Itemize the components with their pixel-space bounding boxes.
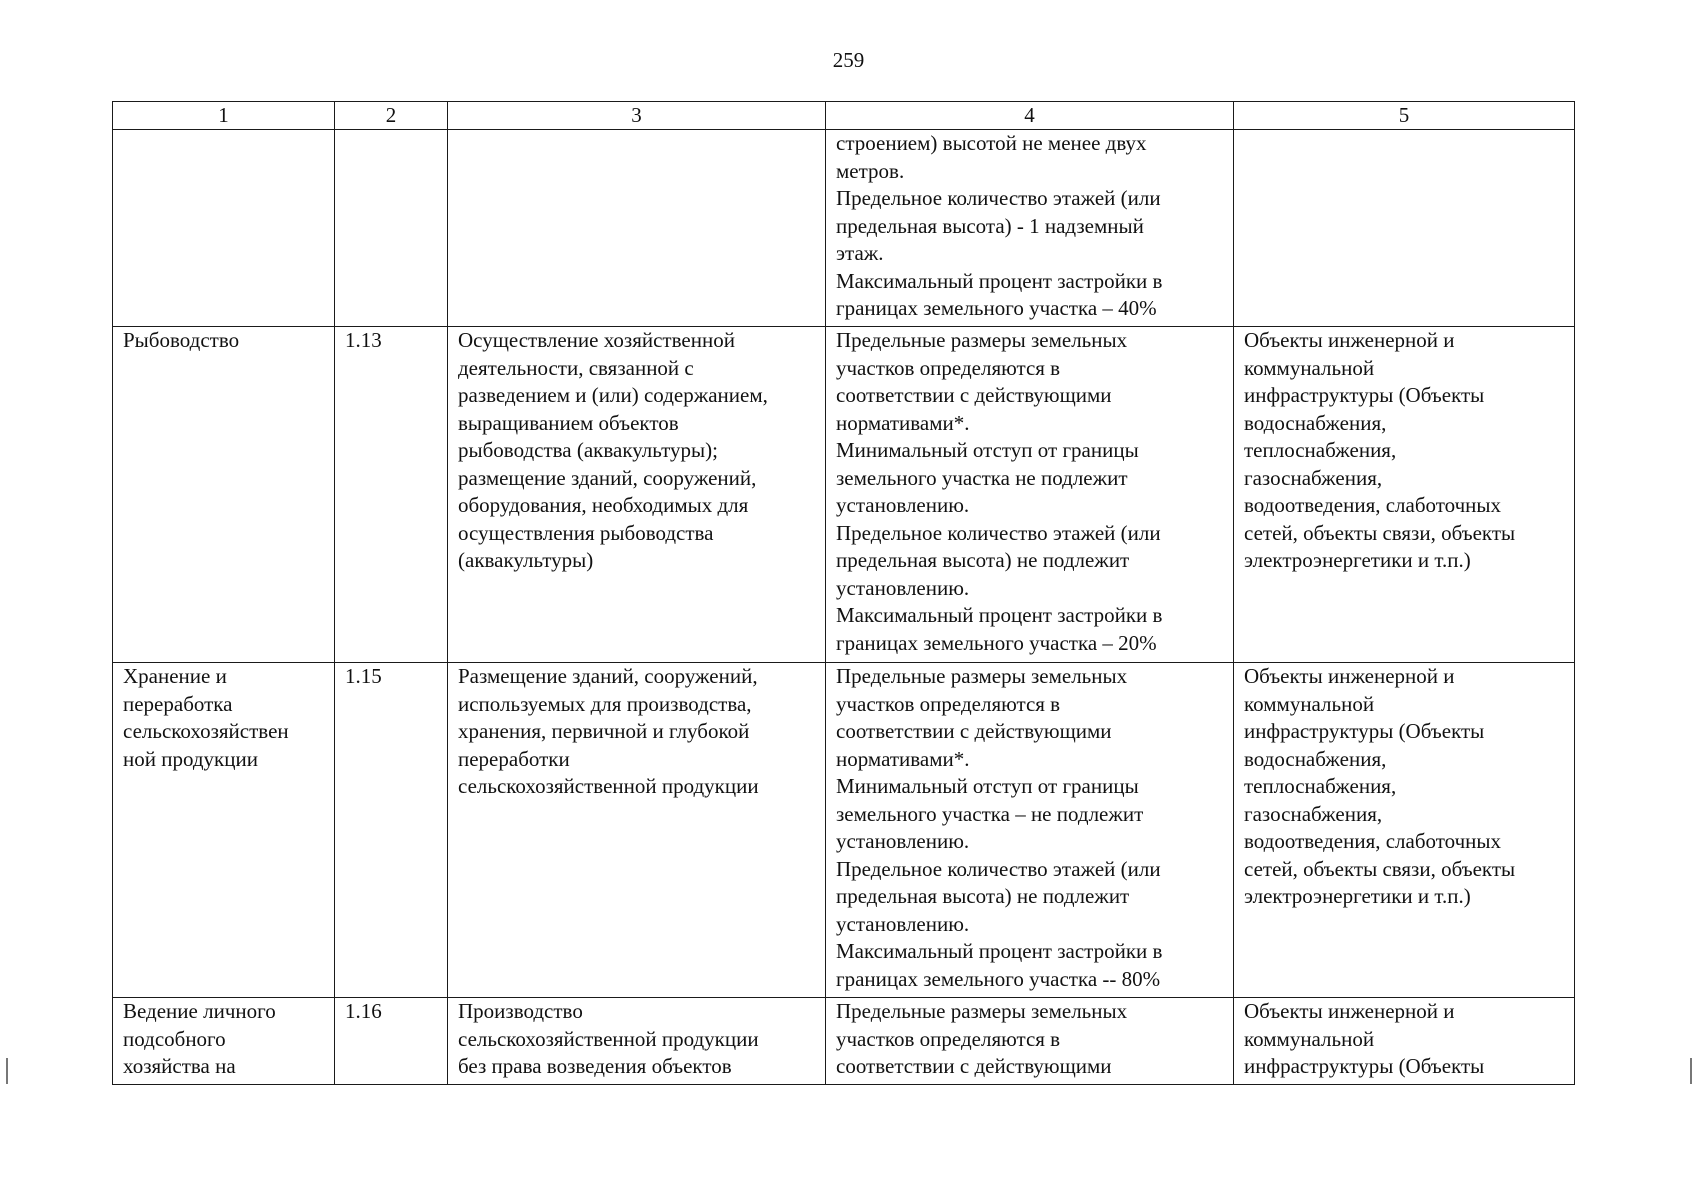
cell-text-line: рыбоводства (аквакультуры);	[458, 438, 718, 462]
cell-text-line: сельскохозяйствен	[123, 719, 289, 743]
use-name-cell	[113, 130, 335, 327]
auxiliary-cell	[1234, 998, 1575, 1085]
cell-text-line: участков определяются в	[836, 1026, 1061, 1051]
cell-text-line: водоснабжения,	[1244, 410, 1387, 435]
cell-text-line: хозяйства на	[123, 1054, 236, 1078]
cell-text-line: газоснабжения,	[1244, 801, 1383, 826]
cell-text-line: водоотведения, слаботочных	[1244, 829, 1502, 853]
cell-text-line: коммунальной	[1244, 1026, 1375, 1051]
cell-text-line: сетей, объекты связи, объекты	[1244, 856, 1516, 881]
use-name-cell	[113, 998, 335, 1085]
cell-text-line: Размещение зданий, сооружений,	[458, 664, 758, 688]
cell-text-line: участков определяются в	[836, 691, 1061, 716]
cell-text-line: нормативами*.	[836, 746, 970, 771]
cell-text-line: деятельности, связанной с	[458, 355, 694, 380]
parameters-cell	[826, 327, 1234, 663]
cell-text-line: осуществления рыбоводства	[458, 520, 714, 545]
table-row	[113, 998, 1575, 1085]
header-col-3: 3	[448, 102, 826, 130]
cell-text-line: хранения, первичной и глубокой	[458, 719, 750, 743]
cell-text-line: Осуществление хозяйственной	[458, 328, 735, 352]
parameters-cell	[826, 130, 1234, 327]
cell-text-line: Предельное количество этажей (или	[836, 520, 1161, 545]
cell-text-line: газоснабжения,	[1244, 465, 1383, 490]
cell-text-line: земельного участка не подлежит	[836, 465, 1128, 490]
cell-text-line: предельная высота) не подлежит	[836, 548, 1130, 572]
use-code-cell	[335, 998, 448, 1085]
table-header-row	[113, 102, 1575, 130]
cell-text-line: Максимальный процент застройки в	[836, 939, 1163, 963]
cell-text-line: соответствии с действующими	[836, 383, 1112, 407]
cell-text-line: сельскохозяйственной продукции	[458, 774, 759, 798]
cell-text-line: теплоснабжения,	[1244, 774, 1397, 798]
cell-text-line: сельскохозяйственной продукции	[458, 1026, 759, 1051]
description-cell	[448, 998, 826, 1085]
cell-text-line: Максимальный процент застройки в	[836, 603, 1163, 627]
header-col-5: 5	[1234, 102, 1575, 130]
cell-text-line: предельная высота) не подлежит	[836, 884, 1130, 908]
cell-text-line: Предельные размеры земельных	[836, 999, 1128, 1023]
page-number: 259	[832, 48, 865, 72]
scan-edge-mark-right	[1690, 1058, 1692, 1084]
cell-text-line: без права возведения объектов	[458, 1054, 732, 1078]
cell-text-line: (аквакультуры)	[458, 548, 594, 572]
auxiliary-cell	[1234, 130, 1575, 327]
cell-text-line: ной продукции	[123, 746, 258, 771]
header-col-2: 2	[335, 102, 448, 130]
cell-text-line: соответствии с действующими	[836, 1054, 1112, 1078]
cell-text-line: водоотведения, слаботочных	[1244, 493, 1502, 517]
use-code-cell	[335, 327, 448, 663]
cell-text-line: коммунальной	[1244, 355, 1375, 380]
cell-text-line: разведением и (или) содержанием,	[458, 383, 768, 407]
cell-text-line: установлению.	[836, 575, 970, 600]
scan-edge-mark-left	[6, 1058, 8, 1084]
cell-text-line: Объекты инженерной и	[1244, 328, 1455, 352]
cell-text-line: водоснабжения,	[1244, 746, 1387, 771]
use-code-cell	[335, 663, 448, 998]
table-row	[113, 327, 1575, 663]
description-cell	[448, 663, 826, 998]
cell-text-line: Объекты инженерной и	[1244, 664, 1455, 688]
cell-text-line: оборудования, необходимых для	[458, 493, 749, 517]
parameters-cell	[826, 998, 1234, 1085]
cell-text-line: инфраструктуры (Объекты	[1244, 719, 1485, 743]
cell-text-line: Рыбоводство	[123, 328, 240, 352]
cell-text-line: установлению.	[836, 829, 970, 853]
cell-text-line: Максимальный процент застройки в	[836, 268, 1163, 293]
cell-text-line: выращиванием объектов	[458, 410, 679, 435]
cell-text-line: соответствии с действующими	[836, 719, 1112, 743]
cell-text-line: метров.	[836, 158, 905, 183]
cell-text-line: переработка	[123, 691, 233, 716]
auxiliary-cell	[1234, 327, 1575, 663]
cell-text-line: установлению.	[836, 493, 970, 517]
table-row	[113, 663, 1575, 998]
cell-text-line: теплоснабжения,	[1244, 438, 1397, 462]
cell-text-line: Производство	[458, 999, 583, 1023]
cell-text-line: размещение зданий, сооружений,	[458, 465, 757, 490]
use-name-cell	[113, 327, 335, 663]
cell-text-line: предельная высота) - 1 надземный	[836, 213, 1144, 238]
use-name-cell	[113, 663, 335, 998]
cell-text: 1.13	[345, 328, 382, 352]
cell-text-line: инфраструктуры (Объекты	[1244, 1054, 1485, 1078]
cell-text-line: границах земельного участка – 20%	[836, 630, 1157, 655]
header-col-4: 4	[826, 102, 1234, 130]
regulations-table	[112, 101, 1575, 1085]
cell-text-line: переработки	[458, 746, 570, 771]
cell-text-line: Предельное количество этажей (или	[836, 186, 1161, 210]
cell-text-line: Предельные размеры земельных	[836, 664, 1128, 688]
cell-text-line: земельного участка – не подлежит	[836, 801, 1144, 826]
cell-text-line: используемых для производства,	[458, 691, 752, 716]
cell-text-line: электроэнергетики и т.п.)	[1244, 884, 1471, 908]
cell-text-line: Хранение и	[123, 664, 227, 688]
cell-text-line: участков определяются в	[836, 355, 1061, 380]
cell-text-line: установлению.	[836, 911, 970, 936]
cell-text-line: Минимальный отступ от границы	[836, 774, 1139, 798]
cell-text-line: строением) высотой не менее двух	[836, 131, 1147, 155]
cell-text: 1.15	[345, 664, 382, 688]
cell-text-line: Предельные размеры земельных	[836, 328, 1128, 352]
cell-text-line: сетей, объекты связи, объекты	[1244, 520, 1516, 545]
table-row	[113, 130, 1575, 327]
cell-text-line: нормативами*.	[836, 410, 970, 435]
cell-text-line: границах земельного участка – 40%	[836, 296, 1157, 320]
cell-text-line: коммунальной	[1244, 691, 1375, 716]
header-col-1: 1	[113, 102, 335, 130]
use-code-cell	[335, 130, 448, 327]
cell-text-line: Предельное количество этажей (или	[836, 856, 1161, 881]
cell-text: 1.16	[345, 999, 382, 1023]
parameters-cell	[826, 663, 1234, 998]
cell-text-line: Ведение личного	[123, 999, 276, 1023]
description-cell	[448, 327, 826, 663]
auxiliary-cell	[1234, 663, 1575, 998]
cell-text-line: электроэнергетики и т.п.)	[1244, 548, 1471, 572]
description-cell	[448, 130, 826, 327]
cell-text-line: подсобного	[123, 1026, 226, 1051]
cell-text-line: инфраструктуры (Объекты	[1244, 383, 1485, 407]
cell-text-line: этаж.	[836, 241, 884, 265]
cell-text-line: Объекты инженерной и	[1244, 999, 1455, 1023]
cell-text-line: Минимальный отступ от границы	[836, 438, 1139, 462]
cell-text-line: границах земельного участка -- 80%	[836, 966, 1161, 991]
